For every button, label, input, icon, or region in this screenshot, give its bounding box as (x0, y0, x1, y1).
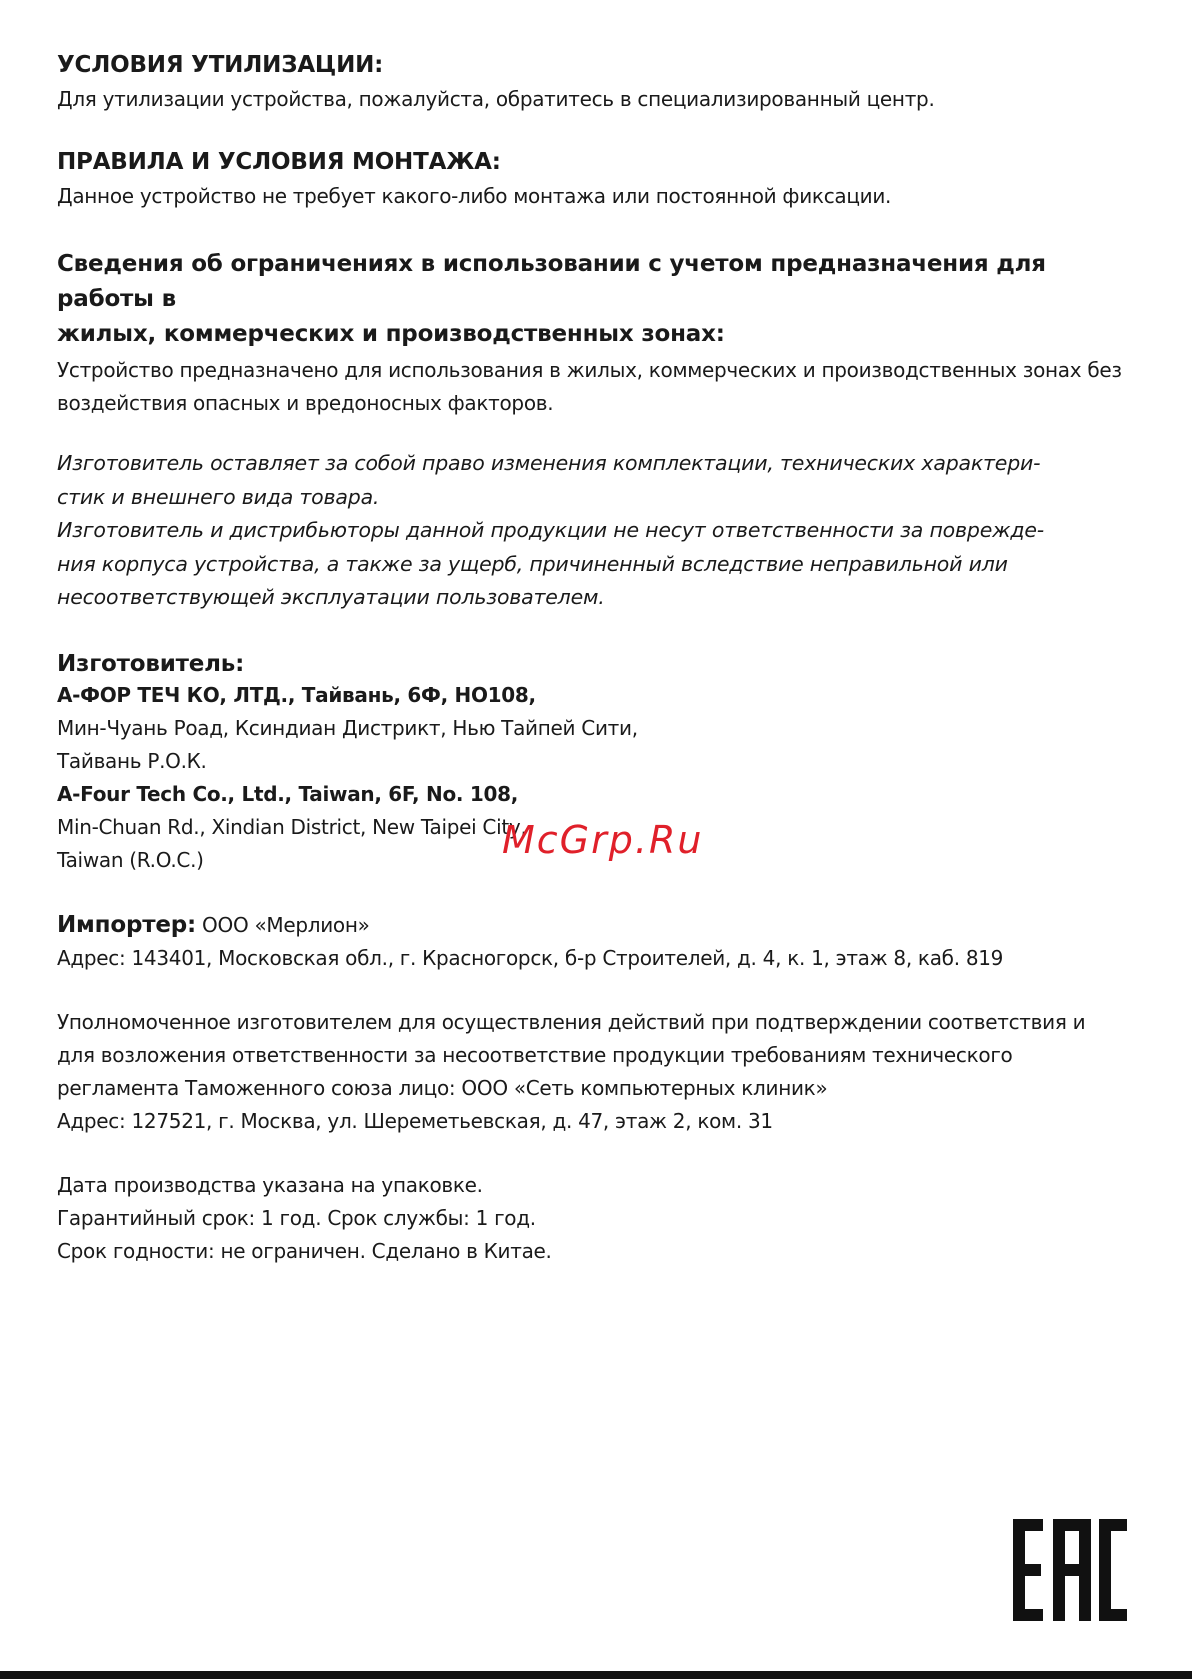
importer-section (57, 909, 1137, 975)
authorized-section (57, 1006, 1137, 1138)
dates-line: Срок годности: не ограничен. Сделано в Китае. (57, 1238, 552, 1263)
disclaimer-line: несоответствующей эксплуатации пользователем. (57, 585, 605, 609)
bottom-border (0, 1671, 1192, 1679)
authorized-text (57, 1006, 1137, 1138)
authorized-line: регламента Таможенного союза лицо: ООО «Сеть компьютерных клиник» (57, 1075, 828, 1100)
eac-mark-icon (1013, 1519, 1127, 1621)
manufacturer-ru-line: Мин-Чуань Роад, Ксиндиан Дистрикт, Нью Тайпей Сити, (57, 715, 638, 740)
manufacturer-en-name: A-Four Tech Co., Ltd., Taiwan, 6F, No. 108, (57, 781, 518, 806)
authorized-line: Адрес: 127521, г. Москва, ул. Шереметьевская, д. 47, этаж 2, ком. 31 (57, 1108, 773, 1133)
importer-label: Импортер: (57, 911, 196, 938)
mounting-text: Данное устройство не требует какого-либо монтажа или постоянной фиксации. (57, 184, 892, 208)
restrictions-text (57, 354, 1137, 420)
disclaimer-line: Изготовитель и дистрибьюторы данной продукции не несут ответственности за поврежде- (57, 518, 1044, 542)
importer-line (57, 909, 1137, 942)
watermark: McGrp.Ru (502, 818, 704, 862)
mounting-title: ПРАВИЛА И УСЛОВИЯ МОНТАЖА: (57, 149, 501, 175)
restrictions-text-line: воздействия опасных и вредоносных факторов. (57, 391, 554, 415)
manufacturer-ru-line: Тайвань Р.О.К. (57, 748, 207, 773)
dates-line: Дата производства указана на упаковке. (57, 1172, 483, 1197)
mounting-section (57, 147, 1137, 213)
manufacturer-title: Изготовитель: (57, 650, 245, 677)
manufacturer-en-line: Taiwan (R.O.C.) (57, 847, 204, 872)
manufacturer-en-line: Min-Chuan Rd., Xindian District, New Taipei City, (57, 814, 527, 839)
importer-address: Адрес: 143401, Московская обл., г. Красногорск, б-р Строителей, д. 4, к. 1, этаж 8, каб. 819 (57, 945, 1004, 970)
disposal-section (57, 50, 1137, 116)
authorized-line: Уполномоченное изготовителем для осуществления действий при подтверждении соответствия и (57, 1009, 1086, 1034)
dates-line: Гарантийный срок: 1 год. Срок службы: 1 год. (57, 1205, 536, 1230)
disposal-title: УСЛОВИЯ УТИЛИЗАЦИИ: (57, 52, 384, 78)
disclaimer-line: ния корпуса устройства, а также за ущерб, причиненный вследствие неправильной или (57, 551, 1008, 576)
restrictions-section (57, 247, 1137, 420)
disposal-text: Для утилизации устройства, пожалуйста, обратитесь в специализированный центр. (57, 87, 935, 111)
importer-name: ООО «Мерлион» (196, 912, 370, 937)
manufacturer-ru-name: А-ФОР ТЕЧ КО, ЛТД., Тайвань, 6Ф, НО108, (57, 682, 536, 707)
disclaimer-line: Изготовитель оставляет за собой право изменения комплектации, технических характери- (57, 451, 1041, 475)
restrictions-title-line: Сведения об ограничениях в использовании с учетом предназначения для работы в (57, 251, 1046, 312)
disclaimer-text (57, 447, 1137, 615)
authorized-line: для возложения ответственности за несоответствие продукции требованиям технического (57, 1042, 1013, 1067)
document-body (57, 50, 1137, 1268)
dates-text (57, 1169, 1137, 1268)
restrictions-text-line: Устройство предназначено для использования в жилых, коммерческих и производственных зонах без (57, 358, 1122, 382)
restrictions-title (57, 247, 1137, 352)
disclaimer-line: стик и внешнего вида товара. (57, 484, 380, 509)
disclaimer-section (57, 447, 1137, 615)
dates-section (57, 1169, 1137, 1268)
restrictions-title-line: жилых, коммерческих и производственных зонах: (57, 321, 725, 347)
